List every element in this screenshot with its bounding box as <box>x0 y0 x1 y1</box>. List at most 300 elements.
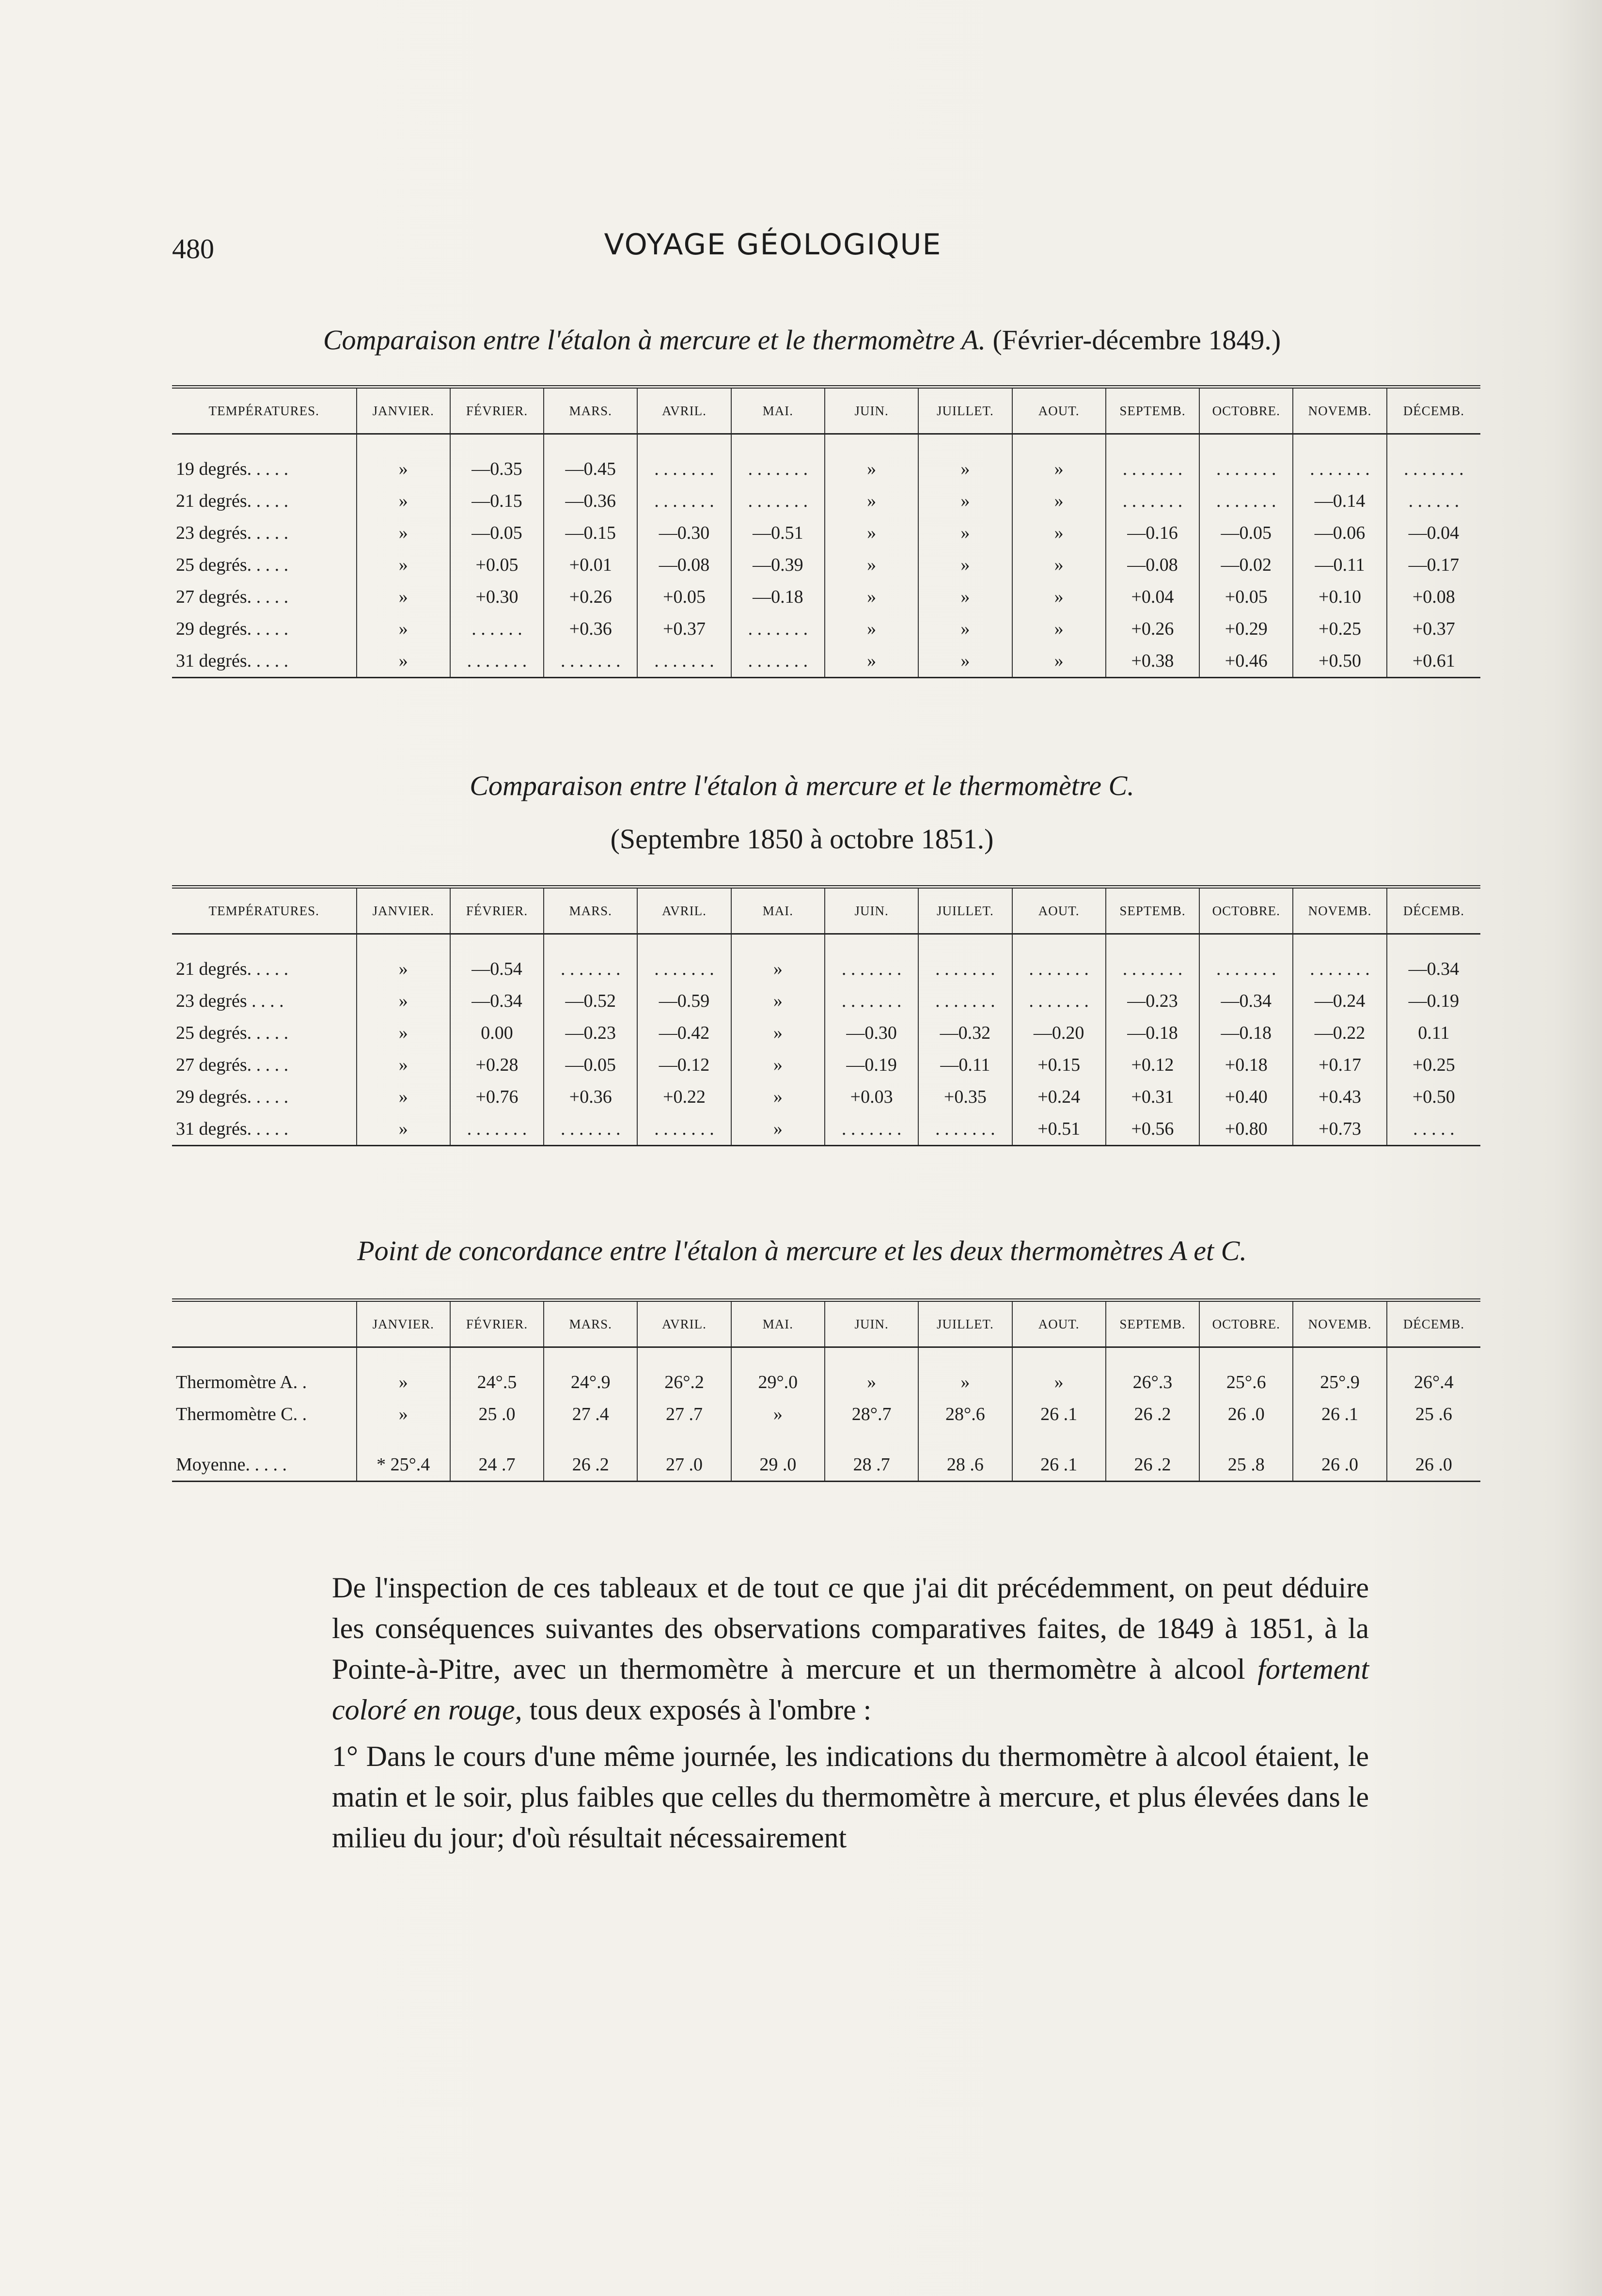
table-cell: . . . . . . . <box>1106 953 1199 985</box>
table-cell: » <box>357 485 450 517</box>
table-cell: 27 .7 <box>637 1398 731 1430</box>
mean-row <box>172 1449 1480 1482</box>
table1-header-row <box>172 387 1480 434</box>
table-cell: » <box>357 985 450 1017</box>
table2-body <box>172 934 1480 1146</box>
table-cell: . . . . . . . <box>918 985 1012 1017</box>
table-cell: +0.04 <box>1106 581 1199 613</box>
table-cell: —0.42 <box>637 1017 731 1049</box>
table-row <box>172 581 1480 613</box>
table3-caption <box>172 1234 1432 1267</box>
table-cell: » <box>1012 613 1106 645</box>
table1-spacer-cell <box>1106 434 1199 453</box>
row-label: 27 degrés. . . . . <box>176 1055 289 1075</box>
table-cell: . . . . . . . <box>731 645 825 678</box>
table-cell: . . . . . . . <box>544 1113 637 1146</box>
table2-month-header: MAI. <box>731 887 825 934</box>
table-cell: +0.29 <box>1199 613 1293 645</box>
table1-month-header: SEPTEMB. <box>1106 387 1199 434</box>
table-cell: 26°.4 <box>1387 1366 1480 1398</box>
row-label: 25 degrés. . . . . <box>176 555 289 575</box>
table-cell: +0.56 <box>1106 1113 1199 1146</box>
table-cell: +0.24 <box>1012 1081 1106 1113</box>
table3-caption-italic: Point de concordance entre l'étalon à mercure et les deux thermomètres A et C. <box>357 1235 1247 1266</box>
table-row <box>172 645 1480 678</box>
table-cell: 27 .0 <box>637 1449 731 1482</box>
table1-month-header: JANVIER. <box>357 387 450 434</box>
table-cell: —0.24 <box>1293 985 1386 1017</box>
table-cell: . . . . . . <box>1387 485 1480 517</box>
table1-spacer-cell <box>450 434 544 453</box>
table3-spacer-cell <box>1199 1430 1293 1449</box>
table2-spacer-cell <box>172 934 357 953</box>
table-cell: +0.26 <box>544 581 637 613</box>
row-label: 23 degrés . . . . <box>176 991 284 1011</box>
paragraph-2: 1° Dans le cours d'une même journée, les indications du thermomètre à alcool étaient, le matin et le soir, plus faibles que celles du thermomètre à mercure, et plus élevées dans le milieu du jour; d'où résultait nécessairement <box>332 1740 1369 1854</box>
table-cell: 27 .4 <box>544 1398 637 1430</box>
table-cell: —0.52 <box>544 985 637 1017</box>
table3-spacer-cell <box>357 1347 450 1367</box>
table1-month-header: MAI. <box>731 387 825 434</box>
table-cell: —0.35 <box>450 453 544 485</box>
table1-corner-header: TEMPÉRATURES. <box>172 387 357 434</box>
table-cell: » <box>357 645 450 678</box>
table1-spacer-cell <box>825 434 918 453</box>
table3-spacer-cell <box>544 1430 637 1449</box>
table2-caption <box>172 769 1432 802</box>
table1-spacer-row <box>172 434 1480 453</box>
table-cell: —0.32 <box>918 1017 1012 1049</box>
running-title: VOYAGE GÉOLOGIQUE <box>604 228 942 262</box>
table-cell: » <box>918 645 1012 678</box>
table3-spacer-cell <box>731 1430 825 1449</box>
table-cell: +0.28 <box>450 1049 544 1081</box>
table2-corner-header: TEMPÉRATURES. <box>172 887 357 934</box>
table2-spacer-cell <box>544 934 637 953</box>
row-label: 21 degrés. . . . . <box>176 959 289 979</box>
table-cell: . . . . . . . <box>544 645 637 678</box>
table-row <box>172 517 1480 549</box>
table1-caption-italic: Comparaison entre l'étalon à mercure et le thermomètre A. <box>323 324 986 356</box>
table3-spacer-cell <box>450 1347 544 1367</box>
table-cell: —0.18 <box>731 581 825 613</box>
table-cell: » <box>731 1081 825 1113</box>
table-cell: 26 .0 <box>1199 1398 1293 1430</box>
table-cell: * 25°.4 <box>357 1449 450 1482</box>
table-cell: . . . . . . . <box>637 1113 731 1146</box>
table-cell: —0.02 <box>1199 549 1293 581</box>
body-text <box>332 1567 1369 1864</box>
table-cell: —0.04 <box>1387 517 1480 549</box>
table1-spacer-cell <box>731 434 825 453</box>
table2-spacer-cell <box>731 934 825 953</box>
table3-spacer-cell <box>825 1430 918 1449</box>
table-cell: —0.23 <box>544 1017 637 1049</box>
table-cell: +0.15 <box>1012 1049 1106 1081</box>
table1-month-header: AOUT. <box>1012 387 1106 434</box>
table-cell: . . . . . . . <box>637 485 731 517</box>
table-cell: . . . . . . . <box>637 453 731 485</box>
table-cell: . . . . . . . <box>1199 485 1293 517</box>
table-cell: » <box>825 1366 918 1398</box>
table-cell: +0.40 <box>1199 1081 1293 1113</box>
table2-spacer-cell <box>1199 934 1293 953</box>
table-row <box>172 613 1480 645</box>
table-cell: 25°.9 <box>1293 1366 1386 1398</box>
table-cell: +0.61 <box>1387 645 1480 678</box>
table-cell: —0.15 <box>450 485 544 517</box>
table-cell: 24 .7 <box>450 1449 544 1482</box>
table-cell: +0.50 <box>1387 1081 1480 1113</box>
table3-spacer-cell <box>1293 1347 1386 1367</box>
table-cell: . . . . . . . <box>825 953 918 985</box>
table-cell: » <box>357 517 450 549</box>
table-row <box>172 1113 1480 1146</box>
table-cell: » <box>1012 549 1106 581</box>
table-cell: » <box>825 453 918 485</box>
table-cell: » <box>825 645 918 678</box>
table3-month-header: JUIN. <box>825 1300 918 1347</box>
table3-spacer-cell <box>1106 1430 1199 1449</box>
table-row <box>172 485 1480 517</box>
table-cell: —0.19 <box>825 1049 918 1081</box>
table-cell: +0.26 <box>1106 613 1199 645</box>
row-label: 21 degrés. . . . . <box>176 491 289 511</box>
table1-spacer-cell <box>1012 434 1106 453</box>
table-cell: +0.30 <box>450 581 544 613</box>
table1-spacer-cell <box>918 434 1012 453</box>
table-cell: —0.14 <box>1293 485 1386 517</box>
table-cell: —0.06 <box>1293 517 1386 549</box>
table-cell: » <box>357 1366 450 1398</box>
table3-month-header: OCTOBRE. <box>1199 1300 1293 1347</box>
table2-spacer-cell <box>357 934 450 953</box>
table-cell: 26°.3 <box>1106 1366 1199 1398</box>
table-cell: » <box>825 613 918 645</box>
table-cell: 28 .7 <box>825 1449 918 1482</box>
table2-thermometer-c <box>172 885 1480 1146</box>
table-cell: . . . . . . . <box>1199 453 1293 485</box>
table-cell: 28 .6 <box>918 1449 1012 1482</box>
table-cell: . . . . . . . <box>1199 953 1293 985</box>
table-cell: +0.12 <box>1106 1049 1199 1081</box>
table-cell: . . . . . . . <box>918 953 1012 985</box>
row-label: 27 degrés. . . . . <box>176 587 289 607</box>
table-cell: +0.05 <box>1199 581 1293 613</box>
table1-month-header: NOVEMB. <box>1293 387 1386 434</box>
table2-spacer-cell <box>918 934 1012 953</box>
table1-spacer-cell <box>1387 434 1480 453</box>
table1-month-header: MARS. <box>544 387 637 434</box>
row-label: 25 degrés. . . . . <box>176 1023 289 1043</box>
row-label: Thermomètre A. . <box>176 1372 307 1392</box>
table-row <box>172 953 1480 985</box>
table-cell: 28°.6 <box>918 1398 1012 1430</box>
table-cell: 26 .2 <box>1106 1449 1199 1482</box>
table-cell: . . . . . . . <box>544 953 637 985</box>
table-cell: . . . . . . . <box>918 1113 1012 1146</box>
table-cell: +0.37 <box>1387 613 1480 645</box>
table-cell: —0.18 <box>1106 1017 1199 1049</box>
table-cell: —0.54 <box>450 953 544 985</box>
table3-month-header: JUILLET. <box>918 1300 1012 1347</box>
paragraph-1-tail: tous deux exposés à l'ombre : <box>529 1694 872 1726</box>
table-cell: . . . . . . . <box>731 485 825 517</box>
table-cell: 26 .2 <box>544 1449 637 1482</box>
table3-month-header: AVRIL. <box>637 1300 731 1347</box>
table2-spacer-cell <box>450 934 544 953</box>
table-cell: —0.12 <box>637 1049 731 1081</box>
table3-spacer-cell <box>1387 1430 1480 1449</box>
table-cell: +0.05 <box>450 549 544 581</box>
table3-concordance <box>172 1298 1480 1482</box>
table-cell: . . . . . . . <box>825 985 918 1017</box>
table-cell: +0.05 <box>637 581 731 613</box>
table2-month-header: AOUT. <box>1012 887 1106 934</box>
table1-spacer-cell <box>1293 434 1386 453</box>
table1-spacer-cell <box>544 434 637 453</box>
table3-month-header: SEPTEMB. <box>1106 1300 1199 1347</box>
table-cell: » <box>918 485 1012 517</box>
table1-month-header: AVRIL. <box>637 387 731 434</box>
table-cell: —0.05 <box>1199 517 1293 549</box>
table-cell: —0.16 <box>1106 517 1199 549</box>
table1-month-header: OCTOBRE. <box>1199 387 1293 434</box>
table-cell: 29 .0 <box>731 1449 825 1482</box>
table-cell: » <box>357 1081 450 1113</box>
table2-spacer-row <box>172 934 1480 953</box>
table-cell: . . . . . . . <box>1012 985 1106 1017</box>
row-label: 23 degrés. . . . . <box>176 523 289 543</box>
table-cell: 26°.2 <box>637 1366 731 1398</box>
table1-caption-date: (Février-décembre 1849.) <box>992 324 1281 356</box>
table1-spacer-cell <box>637 434 731 453</box>
table-cell: 0.11 <box>1387 1017 1480 1049</box>
table3-month-header: MAI. <box>731 1300 825 1347</box>
table-cell: —0.30 <box>637 517 731 549</box>
table3-spacer-cell <box>1012 1347 1106 1367</box>
table-cell: —0.05 <box>544 1049 637 1081</box>
table-cell: » <box>731 1049 825 1081</box>
table2-header-row <box>172 887 1480 934</box>
table3-spacer-cell <box>1012 1430 1106 1449</box>
table-cell: 26 .1 <box>1012 1398 1106 1430</box>
table-cell: 28°.7 <box>825 1398 918 1430</box>
table-cell: +0.17 <box>1293 1049 1386 1081</box>
table-cell: » <box>918 517 1012 549</box>
table3-spacer-cell <box>544 1347 637 1367</box>
table-cell: . . . . . . . <box>731 453 825 485</box>
table-cell: +0.51 <box>1012 1113 1106 1146</box>
table1-thermometer-a <box>172 385 1480 678</box>
table3-spacer-cell <box>1387 1347 1480 1367</box>
table-cell: —0.11 <box>1293 549 1386 581</box>
table3-spacer-cell <box>918 1347 1012 1367</box>
table-row <box>172 453 1480 485</box>
table-cell: » <box>1012 581 1106 613</box>
table-cell: . . . . . . . <box>1293 453 1386 485</box>
table-row <box>172 1081 1480 1113</box>
table-cell: —0.45 <box>544 453 637 485</box>
table-cell: +0.01 <box>544 549 637 581</box>
table-cell: . . . . . . <box>450 613 544 645</box>
row-label: 29 degrés. . . . . <box>176 619 289 639</box>
row-label: Thermomètre C. . <box>176 1404 307 1424</box>
table-cell: . . . . . . . <box>637 645 731 678</box>
table-cell: » <box>918 549 1012 581</box>
table3-spacer-cell <box>1293 1430 1386 1449</box>
table1-spacer-cell <box>172 434 357 453</box>
table-cell: » <box>357 549 450 581</box>
table-cell: 26 .0 <box>1387 1449 1480 1482</box>
table-cell: —0.19 <box>1387 985 1480 1017</box>
table-cell: +0.31 <box>1106 1081 1199 1113</box>
table2-spacer-cell <box>1106 934 1199 953</box>
table-cell: » <box>357 453 450 485</box>
table-cell: » <box>357 1049 450 1081</box>
table-cell: —0.17 <box>1387 549 1480 581</box>
table-cell: » <box>825 581 918 613</box>
row-label: 19 degrés. . . . . <box>176 459 289 479</box>
table-cell: 26 .1 <box>1012 1449 1106 1482</box>
page-number: 480 <box>172 233 214 265</box>
table-cell: » <box>825 549 918 581</box>
table-cell: 24°.9 <box>544 1366 637 1398</box>
table-cell: —0.18 <box>1199 1017 1293 1049</box>
table-cell: —0.08 <box>1106 549 1199 581</box>
table-cell: » <box>918 1366 1012 1398</box>
table-cell: —0.08 <box>637 549 731 581</box>
table-cell: » <box>357 613 450 645</box>
table3-header-row <box>172 1300 1480 1347</box>
table3-spacer-cell <box>918 1430 1012 1449</box>
table1-caption <box>172 324 1432 356</box>
table3-month-header: FÉVRIER. <box>450 1300 544 1347</box>
paragraph-1-text: De l'inspection de ces tableaux et de tout ce que j'ai dit précédemment, on peut déduire les conséquences suivantes des observations comparatives faites, de 1849 à 1851, à la Pointe-à-Pitre, avec un thermomètre à mercure et un thermomètre à alcool <box>332 1572 1369 1685</box>
table2-spacer-cell <box>1293 934 1386 953</box>
table-cell: 24°.5 <box>450 1366 544 1398</box>
table-cell: » <box>1012 453 1106 485</box>
table-cell: +0.10 <box>1293 581 1386 613</box>
table3-corner-header <box>172 1300 357 1347</box>
row-label: 31 degrés. . . . . <box>172 1113 357 1146</box>
table3-head <box>172 1300 1480 1347</box>
table-cell: » <box>1012 1366 1106 1398</box>
table3-spacer-cell <box>637 1430 731 1449</box>
row-label: Moyenne. . . . . <box>172 1449 357 1482</box>
table-cell: » <box>357 581 450 613</box>
table3-spacer-cell <box>825 1347 918 1367</box>
table-cell: +0.08 <box>1387 581 1480 613</box>
table-cell: . . . . . . . <box>1106 485 1199 517</box>
table-row <box>172 1398 1480 1430</box>
table-cell: +0.18 <box>1199 1049 1293 1081</box>
table2-spacer-cell <box>1012 934 1106 953</box>
table-cell: +0.43 <box>1293 1081 1386 1113</box>
table-cell: 0.00 <box>450 1017 544 1049</box>
row-label: 29 degrés. . . . . <box>176 1087 289 1107</box>
table-cell: . . . . . <box>1387 1113 1480 1146</box>
table-cell: . . . . . . . <box>1106 453 1199 485</box>
table-cell: . . . . . . . <box>1012 953 1106 985</box>
table2-spacer-cell <box>1387 934 1480 953</box>
table-cell: » <box>918 613 1012 645</box>
table2-spacer-cell <box>637 934 731 953</box>
table-cell: . . . . . . . <box>825 1113 918 1146</box>
table1-month-header: FÉVRIER. <box>450 387 544 434</box>
table2-month-header: JUILLET. <box>918 887 1012 934</box>
table3-spacer-cell <box>1199 1347 1293 1367</box>
table2-caption-date: (Septembre 1850 à octobre 1851.) <box>610 823 994 855</box>
table-cell: . . . . . . . <box>637 953 731 985</box>
table3-month-header: AOUT. <box>1012 1300 1106 1347</box>
table-cell: +0.37 <box>637 613 731 645</box>
table-cell: +0.76 <box>450 1081 544 1113</box>
table2-month-header: DÉCEMB. <box>1387 887 1480 934</box>
table1-month-header: JUIN. <box>825 387 918 434</box>
table-cell: » <box>357 1113 450 1146</box>
table-cell: +0.50 <box>1293 645 1386 678</box>
table-cell: 26 .0 <box>1293 1449 1386 1482</box>
table1-head <box>172 387 1480 434</box>
table-cell: +0.38 <box>1106 645 1199 678</box>
table2-month-header: AVRIL. <box>637 887 731 934</box>
table-cell: » <box>357 953 450 985</box>
table-cell: . . . . . . . <box>1293 953 1386 985</box>
table-cell: . . . . . . . <box>731 613 825 645</box>
table-cell: +0.35 <box>918 1081 1012 1113</box>
table-cell: » <box>1012 485 1106 517</box>
table1-spacer-cell <box>357 434 450 453</box>
table-cell: —0.39 <box>731 549 825 581</box>
table-cell: 26 .2 <box>1106 1398 1199 1430</box>
table-cell: . . . . . . . <box>450 645 544 678</box>
row-label: 31 degrés. . . . . <box>172 645 357 678</box>
table-cell: » <box>357 1398 450 1430</box>
table-cell: » <box>825 517 918 549</box>
table-cell: —0.59 <box>637 985 731 1017</box>
table2-head <box>172 887 1480 934</box>
table-cell: » <box>1012 517 1106 549</box>
table-cell: » <box>357 1017 450 1049</box>
table-row <box>172 985 1480 1017</box>
table-cell: » <box>731 1398 825 1430</box>
table-cell: —0.36 <box>544 485 637 517</box>
table-cell: 25 .6 <box>1387 1398 1480 1430</box>
table-cell: —0.05 <box>450 517 544 549</box>
table-cell: 25°.6 <box>1199 1366 1293 1398</box>
table-cell: +0.46 <box>1199 645 1293 678</box>
table-cell: +0.36 <box>544 613 637 645</box>
table3-spacer-row <box>172 1430 1480 1449</box>
table-cell: » <box>825 485 918 517</box>
table-cell: —0.34 <box>450 985 544 1017</box>
table3-month-header: NOVEMB. <box>1293 1300 1386 1347</box>
table1-month-header: JUILLET. <box>918 387 1012 434</box>
table3-spacer-cell <box>172 1430 357 1449</box>
table1-month-header: DÉCEMB. <box>1387 387 1480 434</box>
table-cell: +0.25 <box>1387 1049 1480 1081</box>
table-cell: —0.30 <box>825 1017 918 1049</box>
paragraph-1 <box>332 1567 1369 1730</box>
table3-month-header: MARS. <box>544 1300 637 1347</box>
table2-month-header: FÉVRIER. <box>450 887 544 934</box>
table3-spacer-cell <box>357 1430 450 1449</box>
table-cell: —0.34 <box>1387 953 1480 985</box>
table1-body <box>172 434 1480 678</box>
table-row <box>172 1049 1480 1081</box>
table3-body <box>172 1347 1480 1482</box>
